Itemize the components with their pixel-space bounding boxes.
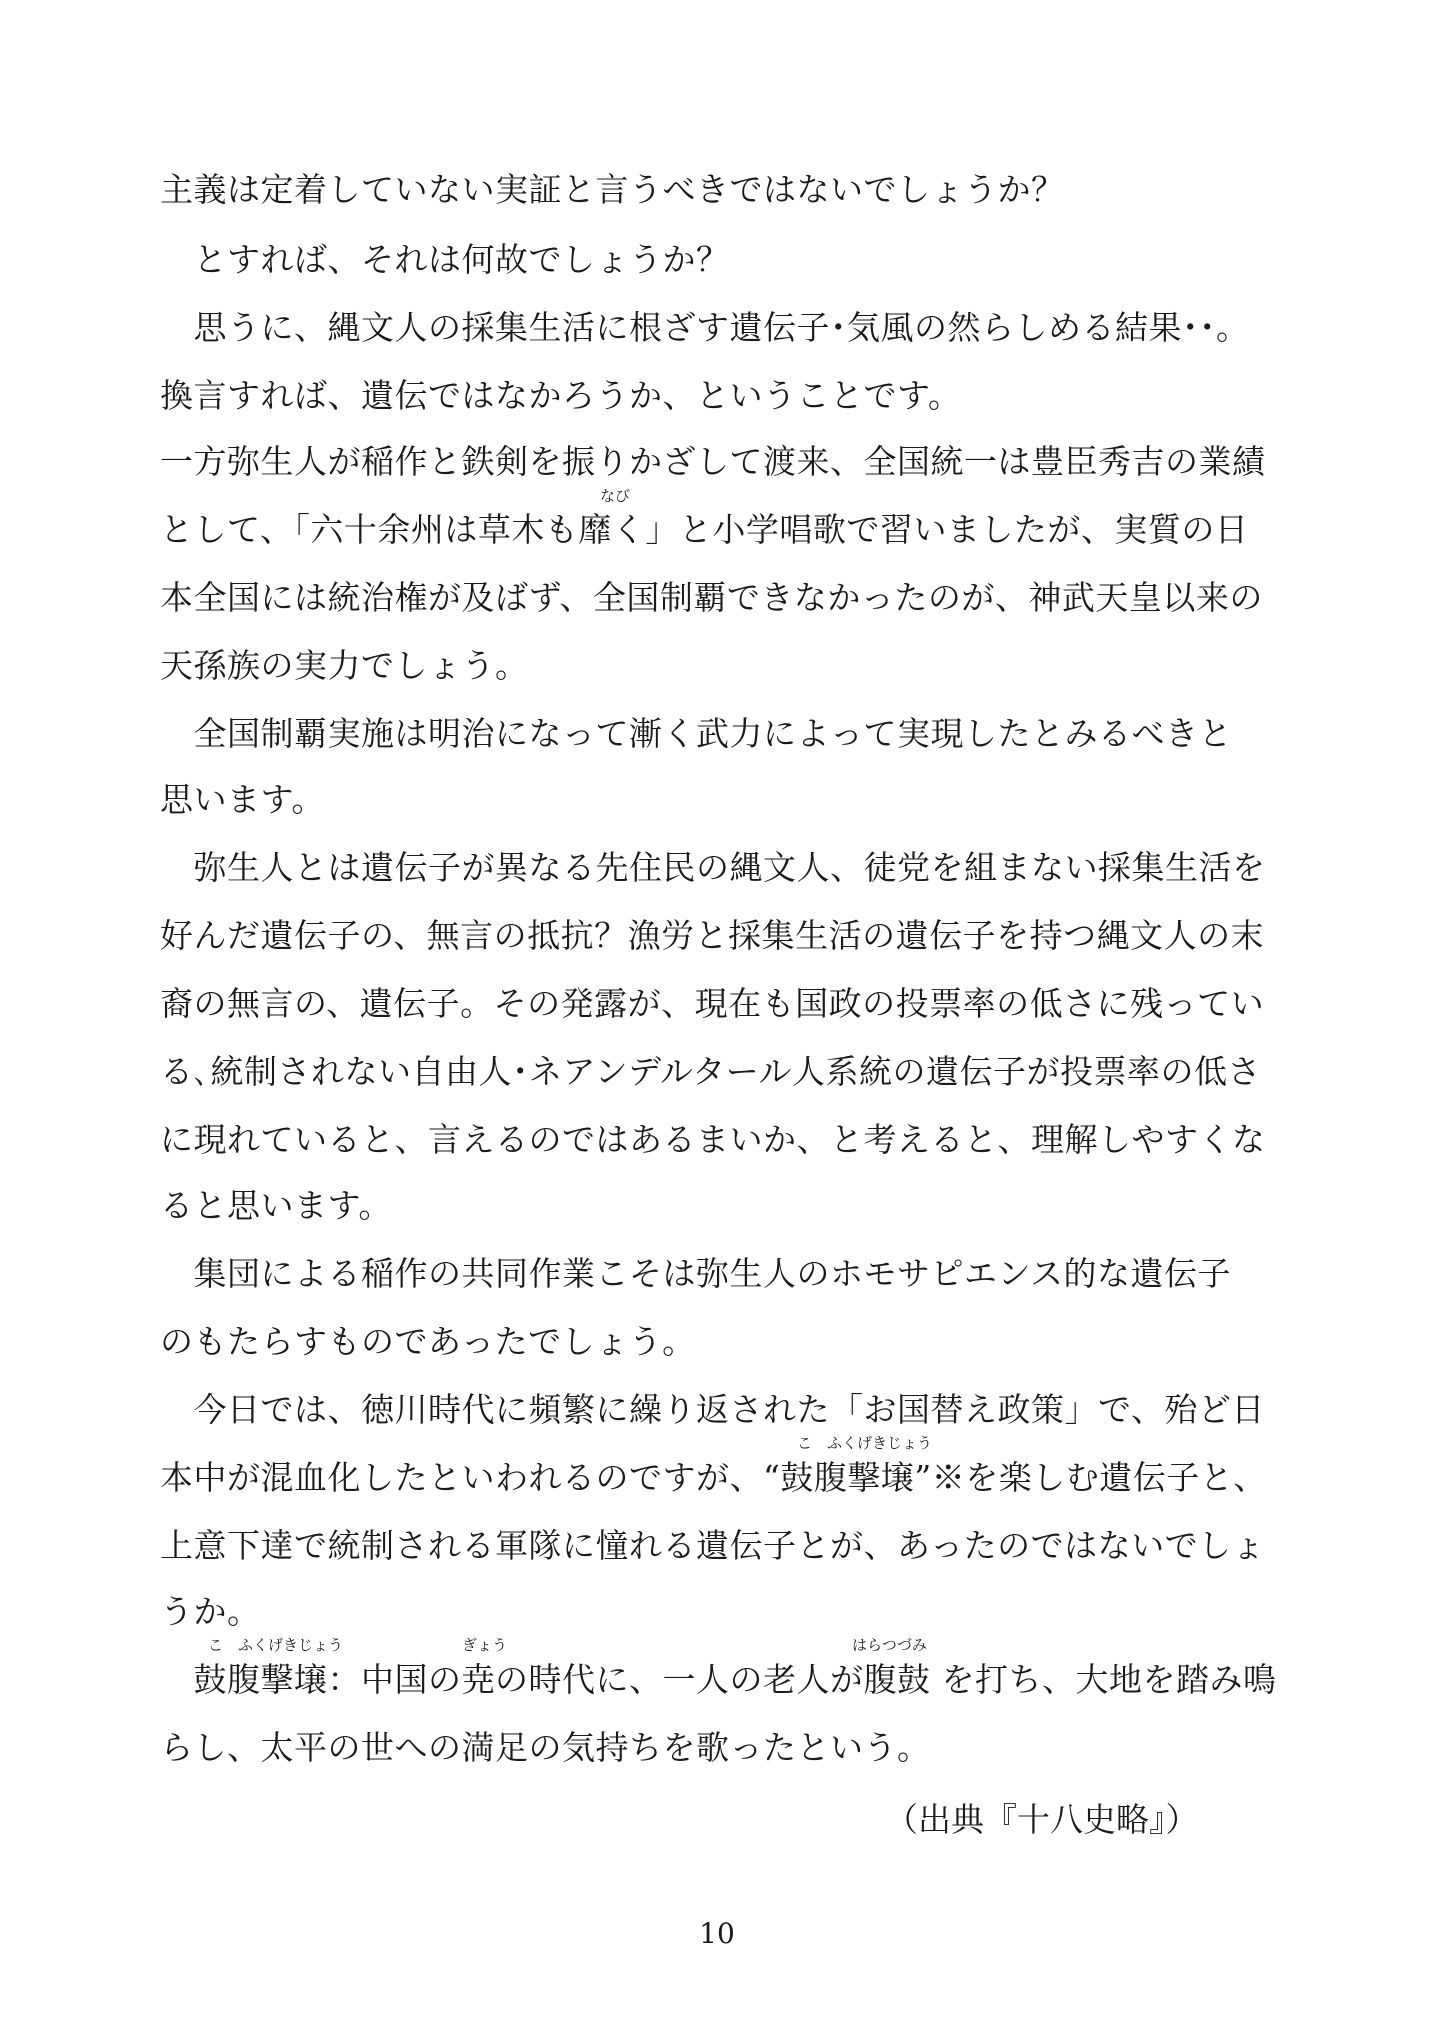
body-text-line: 裔の無言の、遺伝子。その発露が、現在も国政の投票率の低さに残ってい	[160, 984, 1265, 1023]
ruby-annotation: こ ふくげきじょう	[797, 1434, 933, 1452]
body-text-line: 弥生人とは遺伝子が異なる先住民の縄文人、徒党を組まない採集生活を	[160, 848, 1266, 887]
body-text-line: 思います。	[160, 780, 325, 819]
body-text-line: ると思います。	[160, 1186, 392, 1225]
body-text-line: 上意下達で統制される軍隊に憧れる遺伝子とが、あったのではないでしょ	[160, 1526, 1266, 1565]
ruby-annotation: こ ふくげきじょう	[208, 1636, 344, 1654]
body-text-line: のもたらすものであったでしょう。	[160, 1322, 696, 1361]
body-text-line: として、「六十余州は草木も靡く」と小学唱歌で習いましたが、実質の日	[160, 510, 1249, 549]
body-text-line: 思うに、縄文人の採集生活に根ざす遺伝子･気風の然らしめる結果･･。	[160, 308, 1250, 347]
body-text-line: 天孫族の実力でしょう。	[160, 646, 529, 685]
body-text-line: 今日では、徳川時代に頻繁に繰り返された「お国替え政策」で、殆ど日	[160, 1390, 1265, 1429]
body-text-line: らし、太平の世への満足の気持ちを歌ったという。	[160, 1728, 931, 1767]
body-text-line: 換言すれば、遺伝ではなかろうか、ということです。	[160, 376, 962, 415]
body-text-line: 主義は定着していない実証と言うべきではないでしょうか？	[160, 170, 1065, 209]
ruby-annotation: なび	[600, 487, 631, 505]
body-text-line: うか。	[160, 1592, 261, 1631]
body-text-line: 鼓腹撃壌：中国の尭の時代に、一人の老人が腹鼓 を打ち、大地を踏み鳴	[160, 1660, 1277, 1699]
ruby-annotation: はらつづみ	[852, 1636, 927, 1654]
body-text-line: に現れていると、言えるのではあるまいか、と考えると、理解しやすくな	[160, 1120, 1266, 1159]
body-text-line: 本中が混血化したといわれるのですが、“鼓腹撃壌”※を楽しむ遺伝子と、	[160, 1458, 1267, 1497]
body-text-line: とすれば、それは何故でしょうか？	[160, 240, 730, 279]
body-text-line: 集団による稲作の共同作業こそは弥生人のホモサピエンス的な遺伝子	[160, 1254, 1232, 1293]
body-text-line: る､統制されない自由人･ネアンデルタール人系統の遺伝子が投票率の低さ	[160, 1052, 1262, 1091]
body-text-line: 全国制覇実施は明治になって漸く武力によって実現したとみるべきと	[160, 714, 1232, 753]
body-text-line: 一方弥生人が稲作と鉄剣を振りかざして渡来、全国統一は豊臣秀吉の業績	[160, 442, 1266, 481]
ruby-annotation: ぎょう	[462, 1636, 508, 1654]
source-citation: （出典『十八史略』）	[885, 1800, 1199, 1839]
body-text-line: 好んだ遺伝子の、無言の抵抗？漁労と採集生活の遺伝子を持つ縄文人の末	[160, 916, 1265, 955]
page-number: 10	[699, 1917, 735, 1950]
body-text-line: 本全国には統治権が及ばず、全国制覇できなかったのが、神武天皇以来の	[160, 578, 1263, 617]
